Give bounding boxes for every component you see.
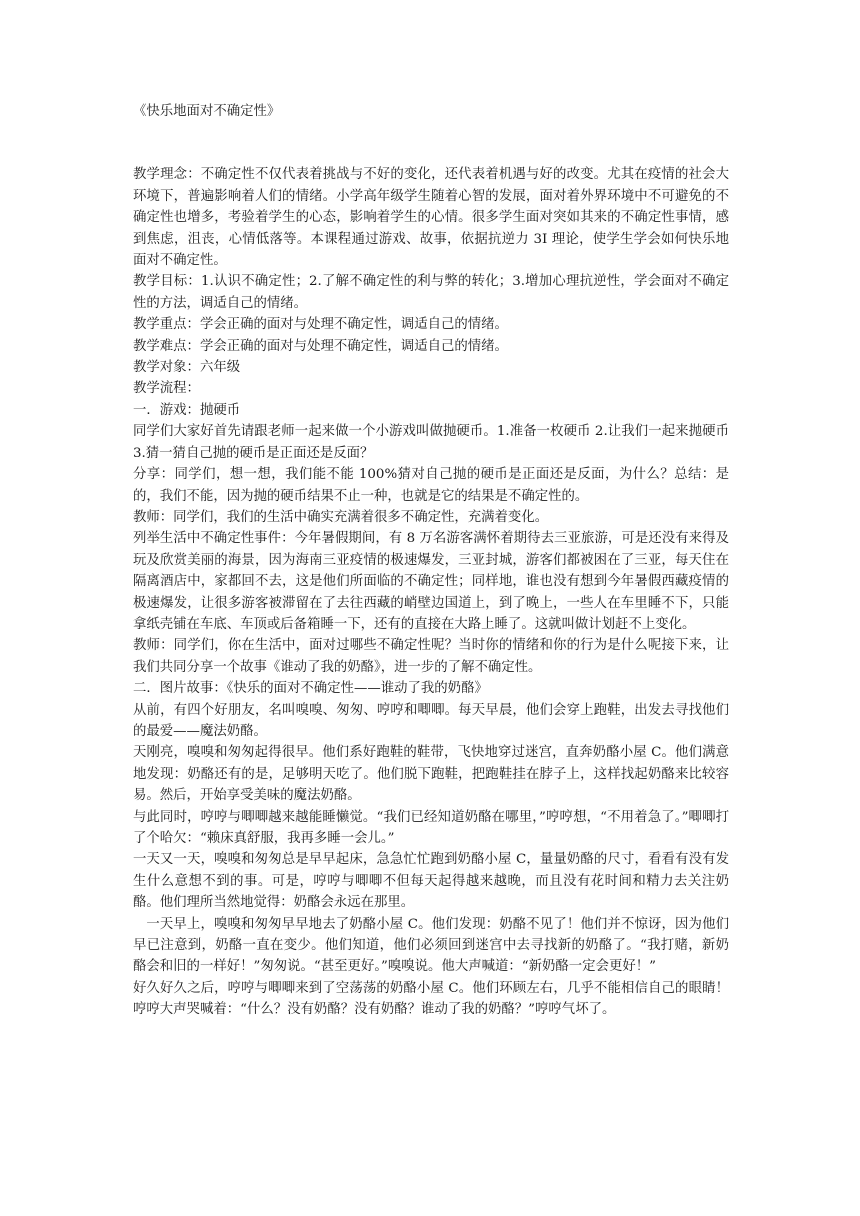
paragraph-coin-game: 同学们大家好首先请跟老师一起来做一个小游戏叫做抛硬币。1.准备一枚硬币 2.让我们一起来抛硬币 3.猜一猜自己抛的硬币是正面还是反面？ [133, 424, 729, 461]
paragraph-share: 分享：同学们，想一想，我们能不能 100%猜对自己抛的硬币是正面还是反面，为什么？总结：是的，我们不能，因为抛的硬币结果不止一种，也就是它的结果是不确定性的。 [133, 467, 729, 504]
document-title: 《快乐地面对不确定性》 [133, 104, 281, 119]
section-heading-picture-story: 二．图片故事：《快乐的面对不确定性——谁动了我的奶酪》 [133, 681, 488, 697]
paragraph-teaching-philosophy: 教学理念：不确定性不仅代表着挑战与不好的变化，还代表着机遇与好的改变。尤其在疫情的社会大环境下，普遍影响着人们的情绪。小学高年级学生随着心智的发展，面对着外界环境中不可避免的不确定性也增多，考验着学生的心态，影响着学生的心情。很多学生面对突如其来的不确定性事情，感到焦虑，沮丧，心情低落等。本课程通过游戏、故事，依据抗逆力 3I 理论，使学生学会如何快乐地面对不确定性。 [133, 167, 729, 269]
document-page [133, 101, 729, 1021]
paragraph-story-4: 一天又一天，嗅嗅和匆匆总是早早起床，急急忙忙跑到奶酪小屋 C，量量奶酪的尺寸，看看有没有发生什么意想不到的事。可是，哼哼与唧唧不但每天起得越来越晚，而且没有花时间和精力去关注奶酪。他们理所当然地觉得：奶酪会永远在那里。 [133, 852, 729, 911]
paragraph-examples: 列举生活中不确定性事件：今年暑假期间，有 8 万名游客满怀着期待去三亚旅游，可是还没有来得及玩及欣赏美丽的海景，因为海南三亚疫情的极速爆发，三亚封城，游客们都被困在了三亚，每天住在隔离酒店中，家都回不去，这是他们所面临的不确定性；同样地，谁也没有想到今年暑假西藏疫情的极速爆发，让很多游客被滞留在了去往西藏的峭壁边国道上，到了晚上，一些人在车里睡不下，只能拿纸壳铺在车底、车顶或后备箱睡一下，还有的直接在大路上睡了。这就叫做计划赶不上变化。 [133, 531, 729, 632]
paragraph-story-6: 好久好久之后，哼哼与唧唧来到了空荡荡的奶酪小屋 C。他们环顾左右，几乎不能相信自己的眼睛！哼哼大声哭喊着：“什么？没有奶酪？没有奶酪？谁动了我的奶酪？”哼哼气坏了。 [133, 980, 729, 1018]
paragraph-teacher-1: 教师：同学们，我们的生活中确实充满着很多不确定性，充满着变化。 [133, 509, 549, 525]
paragraph-process-heading: 教学流程： [133, 381, 200, 397]
paragraph-difficulties: 教学难点：学会正确的面对与处理不确定性，调适自己的情绪。 [133, 338, 508, 354]
paragraph-audience: 教学对象：六年级 [133, 360, 241, 376]
paragraph-story-5: 一天早上，嗅嗅和匆匆早早地去了奶酪小屋 C。他们发现：奶酪不见了！他们并不惊讶，因为他们早已注意到，奶酪一直在变少。他们知道，他们必须回到迷宫中去寻找新的奶酪了。“我打赌，新奶酪会和旧的一样好！”匆匆说。“甚至更好。”嗅嗅说。他大声喊道：“新奶酪一定会更好！” [133, 916, 729, 975]
paragraph-key-points: 教学重点：学会正确的面对与处理不确定性，调适自己的情绪。 [133, 317, 508, 333]
paragraph-teacher-2: 教师：同学们，你在生活中，面对过哪些不确定性呢？当时你的情绪和你的行为是什么呢接下来，让我们共同分享一个故事《谁动了我的奶酪》，进一步的了解不确定性。 [133, 638, 729, 675]
paragraph-story-2: 天刚亮，嗅嗅和匆匆起得很早。他们系好跑鞋的鞋带，飞快地穿过迷宫，直奔奶酪小屋 C。他们满意地发现：奶酪还有的是，足够明天吃了。他们脱下跑鞋，把跑鞋挂在脖子上，这样找起奶酪来比较容易。然后，开始享受美味的魔法奶酪。 [133, 745, 729, 804]
paragraph-story-3: 与此同时，哼哼与唧唧越来越能睡懒觉。“我们已经知道奶酪在哪里，”哼哼想，“不用着急了。”唧唧打了个哈欠：“赖床真舒服，我再多睡一会儿。” [133, 809, 729, 846]
paragraph-story-1: 从前，有四个好朋友，名叫嗅嗅、匆匆、哼哼和唧唧。每天早晨，他们会穿上跑鞋，出发去寻找他们的最爱——魔法奶酪。 [133, 702, 729, 739]
title-spacer [133, 122, 729, 164]
section-heading-coin-game: 一．游戏：抛硬币 [133, 402, 241, 418]
paragraph-teaching-goals: 教学目标：1.认识不确定性；2.了解不确定性的利与弊的转化；3.增加心理抗逆性，学会面对不确定性的方法，调适自己的情绪。 [133, 274, 729, 311]
